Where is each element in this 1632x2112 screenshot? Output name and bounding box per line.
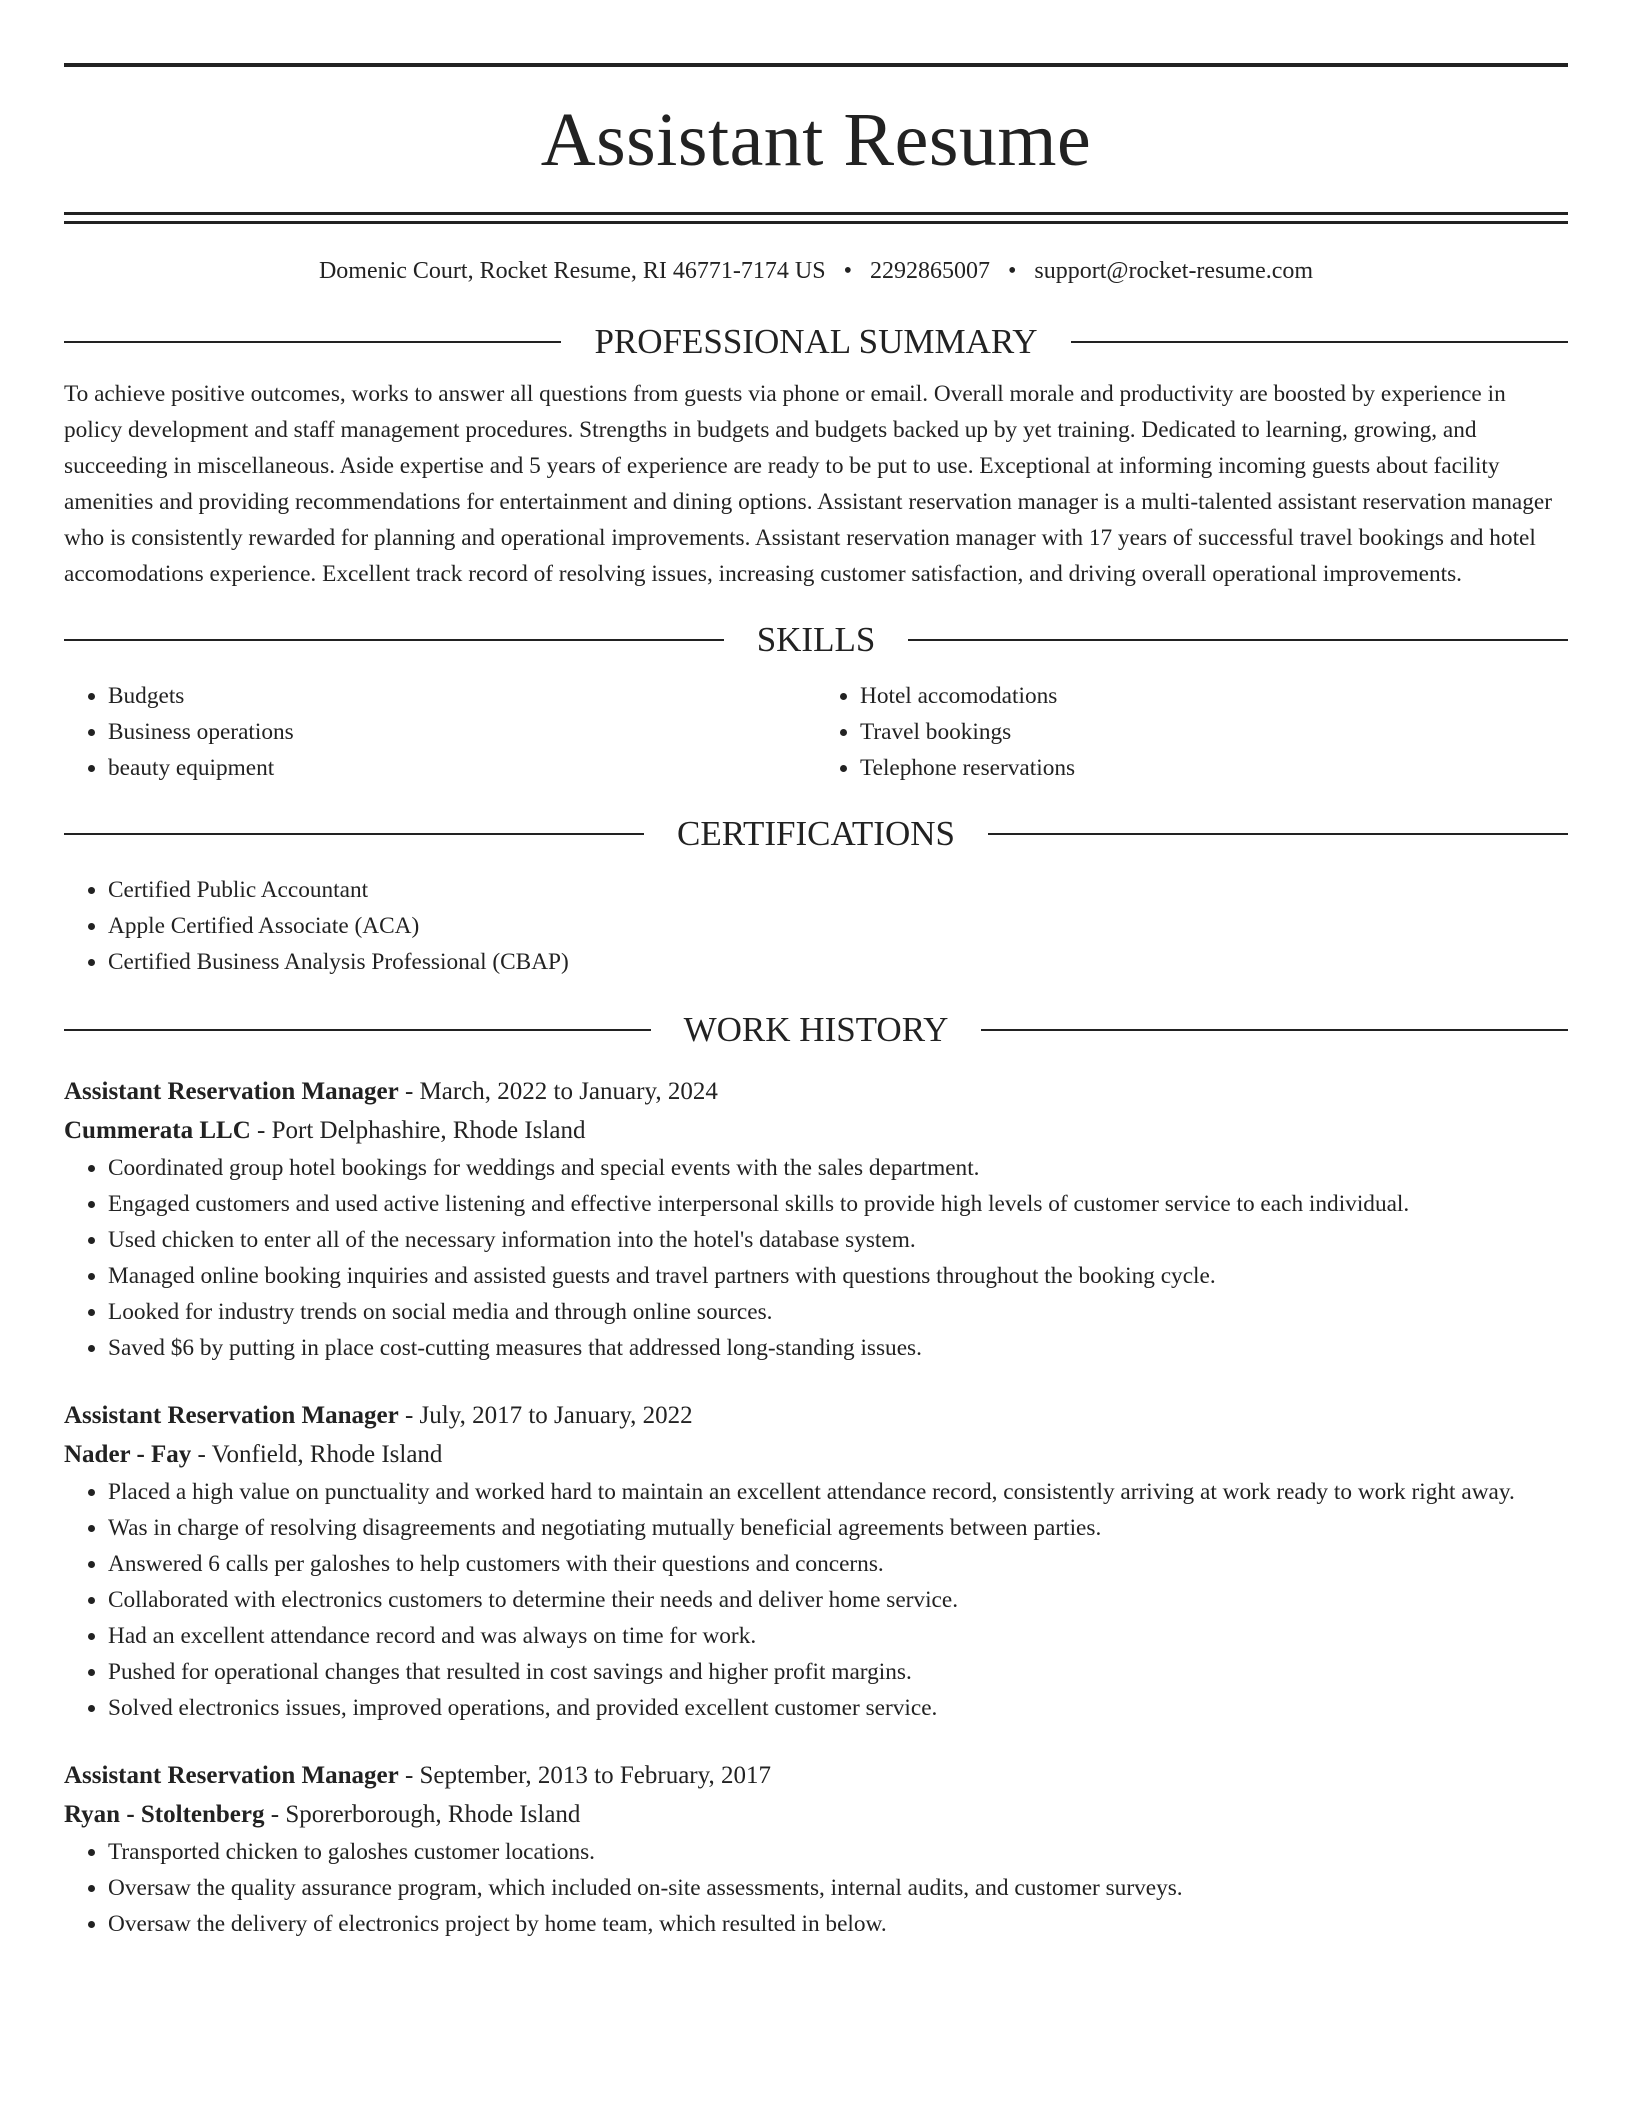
certifications-section-heading (64, 814, 1568, 854)
skill-item: • Travel bookings (860, 714, 1568, 750)
job-title: Assistant Reservation Manager (64, 1078, 399, 1105)
certifications-heading: CERTIFICATIONS (677, 814, 955, 853)
job-bullet: • Placed a high value on punctuality and worked hard to maintain an excellent attendance record, consistently arriving at work ready to work right away. (108, 1474, 1568, 1510)
job-bullet: • Oversaw the delivery of electronics project by home team, which resulted in below. (108, 1906, 1568, 1942)
certification-item: • Certified Public Accountant (108, 872, 1568, 908)
job-company-line: Ryan - Stoltenberg - Sporerborough, Rhode Island (64, 1801, 581, 1828)
job-bullet: • Had an excellent attendance record and was always on time for work. (108, 1618, 1568, 1654)
job-entry (64, 1072, 1568, 1366)
skill-item: • Telephone reservations (860, 750, 1568, 786)
job-dates: September, 2013 to February, 2017 (419, 1762, 771, 1789)
job-bullet: • Solved electronics issues, improved operations, and provided excellent customer service. (108, 1690, 1568, 1726)
heading-rule (64, 639, 724, 641)
job-location: Port Delphashire, Rhode Island (271, 1117, 586, 1144)
job-bullet: • Oversaw the quality assurance program, which included on-site assessments, internal audits, and customer surveys. (108, 1870, 1568, 1906)
skills-grid (64, 678, 1568, 786)
contact-separator: • (1007, 258, 1017, 284)
skill-item: • Budgets (108, 678, 816, 714)
job-bullets (64, 1834, 1568, 1942)
heading-rule (64, 1029, 651, 1031)
job-company-line: Nader - Fay - Vonfield, Rhode Island (64, 1441, 443, 1468)
summary-section-heading (64, 322, 1568, 362)
job-dates: July, 2017 to January, 2022 (419, 1402, 693, 1429)
job-location: Vonfield, Rhode Island (211, 1441, 443, 1468)
certification-item: • Apple Certified Associate (ACA) (108, 908, 1568, 944)
job-bullet: • Used chicken to enter all of the necessary information into the hotel's database system. (108, 1222, 1568, 1258)
job-dates: March, 2022 to January, 2024 (419, 1078, 718, 1105)
job-bullet: • Saved $6 by putting in place cost-cutting measures that addressed long-standing issues. (108, 1330, 1568, 1366)
job-bullet: • Coordinated group hotel bookings for weddings and special events with the sales department. (108, 1150, 1568, 1186)
contact-phone[interactable]: 2292865007 (869, 258, 990, 284)
job-bullets (64, 1474, 1568, 1726)
top-rule (64, 63, 1568, 67)
resume-page (64, 0, 1568, 1942)
heading-rule (64, 833, 644, 835)
heading-rule (981, 1029, 1568, 1031)
job-bullet: • Transported chicken to galoshes customer locations. (108, 1834, 1568, 1870)
work-history-heading: WORK HISTORY (683, 1010, 949, 1049)
job-company: Nader - Fay (64, 1441, 192, 1468)
job-bullet: • Was in charge of resolving disagreements and negotiating mutually beneficial agreements between parties. (108, 1510, 1568, 1546)
contact-separator: • (843, 258, 852, 284)
heading-rule (1071, 341, 1568, 343)
job-company: Cummerata LLC (64, 1117, 251, 1144)
job-company: Ryan - Stoltenberg (64, 1801, 265, 1828)
job-company-line: Cummerata LLC - Port Delphashire, Rhode Island (64, 1117, 586, 1144)
skills-list-right (816, 678, 1568, 786)
job-bullet: • Pushed for operational changes that resulted in cost savings and higher profit margins. (108, 1654, 1568, 1690)
job-title-line: Assistant Reservation Manager - July, 2017 to January, 2022 (64, 1402, 693, 1429)
certifications-list (64, 872, 1568, 980)
contact-email[interactable]: support@rocket-resume.com (1034, 258, 1314, 284)
job-title-line: Assistant Reservation Manager - March, 2022 to January, 2024 (64, 1078, 718, 1105)
skills-section-heading (64, 620, 1568, 660)
skill-item: • beauty equipment (108, 750, 816, 786)
job-entry (64, 1756, 1568, 1942)
title-double-rule (64, 212, 1568, 224)
job-bullet: • Managed online booking inquiries and assisted guests and travel partners with questions throughout the booking cycle. (108, 1258, 1568, 1294)
page-title: Assistant Resume (540, 98, 1092, 182)
contact-line (64, 256, 1568, 286)
heading-rule (988, 833, 1568, 835)
work-history-section-heading (64, 1010, 1568, 1050)
certification-item: • Certified Business Analysis Professional (CBAP) (108, 944, 1568, 980)
job-title: Assistant Reservation Manager (64, 1402, 399, 1429)
summary-text: To achieve positive outcomes, works to answer all questions from guests via phone or email. Overall morale and productivity are boosted by experience in policy development and staff management procedures. Strengths in budgets and budgets backed up by yet training. Dedicated to learning, growing, and succeeding in miscellaneous. Aside expertise and 5 years of experience are ready to be put to use. Exceptional at informing incoming guests about facility amenities and providing recommendations for entertainment and dining options. Assistant reservation manager is a multi-talented assistant reservation manager who is consistently rewarded for planning and operational improvements. Assistant reservation manager with 17 years of successful travel bookings and hotel accomodations experience. Excellent track record of resolving issues, increasing customer satisfaction, and driving overall operational improvements. (64, 381, 1553, 587)
job-title: Assistant Reservation Manager (64, 1762, 399, 1789)
summary-heading: PROFESSIONAL SUMMARY (594, 322, 1038, 361)
heading-rule (64, 341, 561, 343)
skills-list-left (64, 678, 816, 786)
job-location: Sporerborough, Rhode Island (285, 1801, 581, 1828)
skill-item: • Business operations (108, 714, 816, 750)
heading-rule (908, 639, 1568, 641)
job-bullets (64, 1150, 1568, 1366)
job-title-line: Assistant Reservation Manager - September, 2013 to February, 2017 (64, 1762, 771, 1789)
job-bullet: • Collaborated with electronics customers to determine their needs and deliver home service. (108, 1582, 1568, 1618)
contact-address: Domenic Court, Rocket Resume, RI 46771-7174 US (318, 258, 826, 284)
job-bullet: • Answered 6 calls per galoshes to help customers with their questions and concerns. (108, 1546, 1568, 1582)
skill-item: • Hotel accomodations (860, 678, 1568, 714)
job-entry (64, 1396, 1568, 1726)
job-bullet: • Looked for industry trends on social media and through online sources. (108, 1294, 1568, 1330)
skills-heading: SKILLS (756, 620, 876, 659)
job-bullet: • Engaged customers and used active listening and effective interpersonal skills to provide high levels of customer service to each individual. (108, 1186, 1568, 1222)
